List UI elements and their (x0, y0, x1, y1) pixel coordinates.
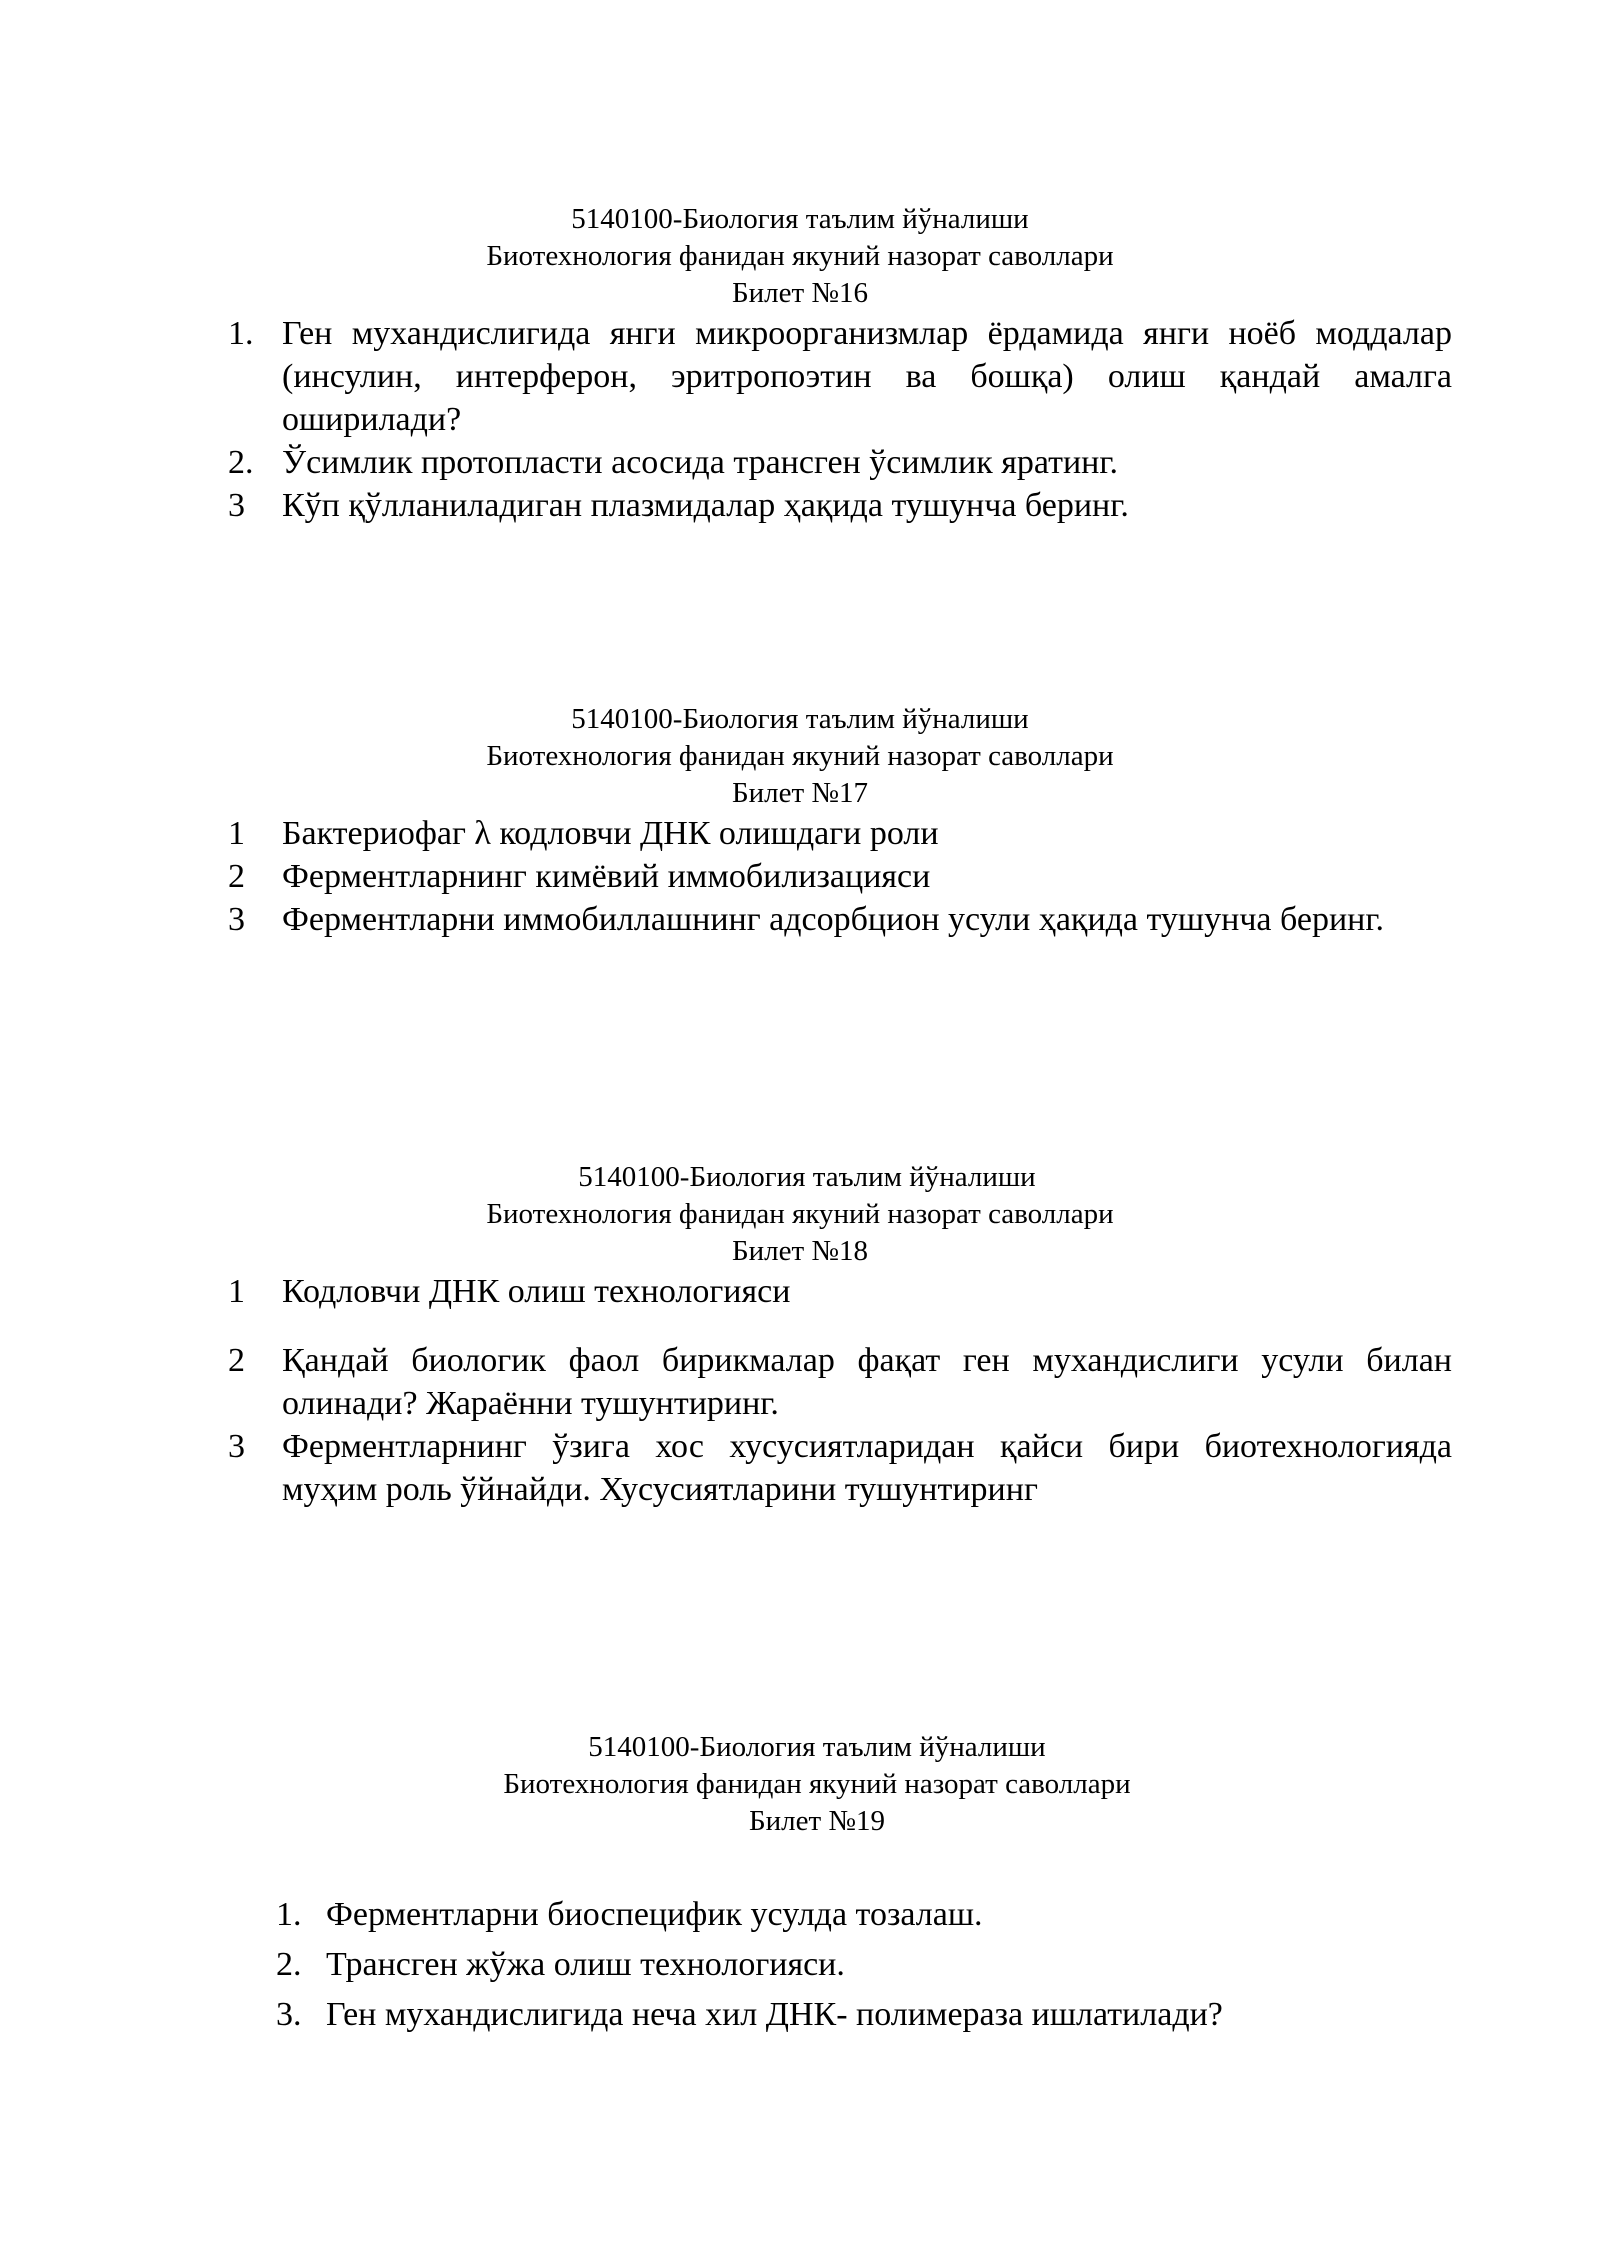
question-text: Бактериофаг λ кодловчи ДНК олишдаги роли (282, 815, 939, 852)
question-item (228, 1339, 1452, 1425)
question-item (228, 441, 1452, 484)
subject-title: Биотехнология фанидан якуний назорат саволлари (486, 740, 1114, 772)
subject-title: Биотехнология фанидан якуний назорат саволлари (503, 1768, 1131, 1800)
question-item (228, 1270, 1452, 1313)
question-number: 1. (228, 315, 254, 352)
ticket-17 (0, 701, 1600, 941)
question-item (228, 484, 1452, 527)
question-number: 1 (228, 1273, 245, 1310)
question-list (0, 1890, 1600, 2040)
question-list (0, 1270, 1600, 1511)
question-item (228, 1425, 1452, 1511)
ticket-18 (0, 1159, 1600, 1511)
question-item (228, 898, 1452, 941)
question-number: 3 (228, 487, 245, 524)
ticket-19 (0, 1729, 1600, 2040)
question-list (0, 812, 1600, 941)
question-number: 1. (276, 1896, 302, 1933)
program-title: 5140100-Биология таълим йўналиши (588, 1731, 1046, 1763)
question-item (228, 812, 1452, 855)
question-number: 3 (228, 901, 245, 938)
question-text: Ферментларни биоспецифик усулда тозалаш. (326, 1896, 983, 1933)
question-text: Кўп қўлланиладиган плазмидалар ҳақида тушунча беринг. (282, 487, 1129, 524)
question-list (0, 312, 1600, 527)
question-text: Қандай биологик фаол бирикмалар фақат ген мухандислиги усули билан олинади? Жараённи тушунтиринг. (282, 1342, 1452, 1422)
ticket-number: Билет №19 (748, 1805, 886, 1837)
ticket-number: Билет №16 (731, 277, 869, 309)
question-number: 2. (276, 1946, 302, 1983)
ticket-16 (0, 201, 1600, 527)
question-text: Ўсимлик протопласти асосида трансген ўсимлик яратинг. (282, 444, 1118, 481)
subject-title: Биотехнология фанидан якуний назорат саволлари (486, 240, 1114, 272)
question-text: Ферментларнинг ўзига хос хусусиятларидан қайси бири биотехнологияда муҳим роль ўйнайди. Хусусиятларини тушунтиринг (282, 1428, 1452, 1508)
ticket-header (0, 201, 1600, 312)
question-text: Трансген жўжа олиш технологияси. (326, 1946, 845, 1983)
question-number: 3. (276, 1996, 302, 2033)
ticket-header (0, 1159, 1600, 1270)
question-item (228, 855, 1452, 898)
question-number: 2 (228, 1342, 245, 1379)
program-title: 5140100-Биология таълим йўналиши (571, 203, 1029, 235)
question-number: 1 (228, 815, 245, 852)
ticket-number: Билет №17 (731, 777, 869, 809)
subject-title: Биотехнология фанидан якуний назорат саволлари (486, 1198, 1114, 1230)
ticket-number: Билет №18 (731, 1235, 869, 1267)
question-text: Ферментларни иммобиллашнинг адсорбцион усули ҳақида тушунча беринг. (282, 901, 1384, 938)
question-text: Ген мухандислигида янги микроорганизмлар ёрдамида янги ноёб моддалар (инсулин, интерферон, эритропоэтин ва бошқа) олиш қандай амалга оширилади? (282, 315, 1452, 438)
question-number: 2 (228, 858, 245, 895)
question-item (276, 1940, 1426, 1990)
question-number: 3 (228, 1428, 245, 1465)
question-text: Кодловчи ДНК олиш технологияси (282, 1273, 791, 1310)
question-item (276, 1890, 1426, 1940)
program-title: 5140100-Биология таълим йўналиши (571, 703, 1029, 735)
question-text: Ферментларнинг кимёвий иммобилизацияси (282, 858, 931, 895)
question-number: 2. (228, 444, 254, 481)
question-item (228, 312, 1452, 441)
question-item (276, 1990, 1426, 2040)
program-title: 5140100-Биология таълим йўналиши (578, 1161, 1036, 1193)
ticket-header (0, 701, 1600, 812)
ticket-header (0, 1729, 1600, 1840)
question-text: Ген мухандислигида неча хил ДНК- полимераза ишлатилади? (326, 1996, 1223, 2033)
